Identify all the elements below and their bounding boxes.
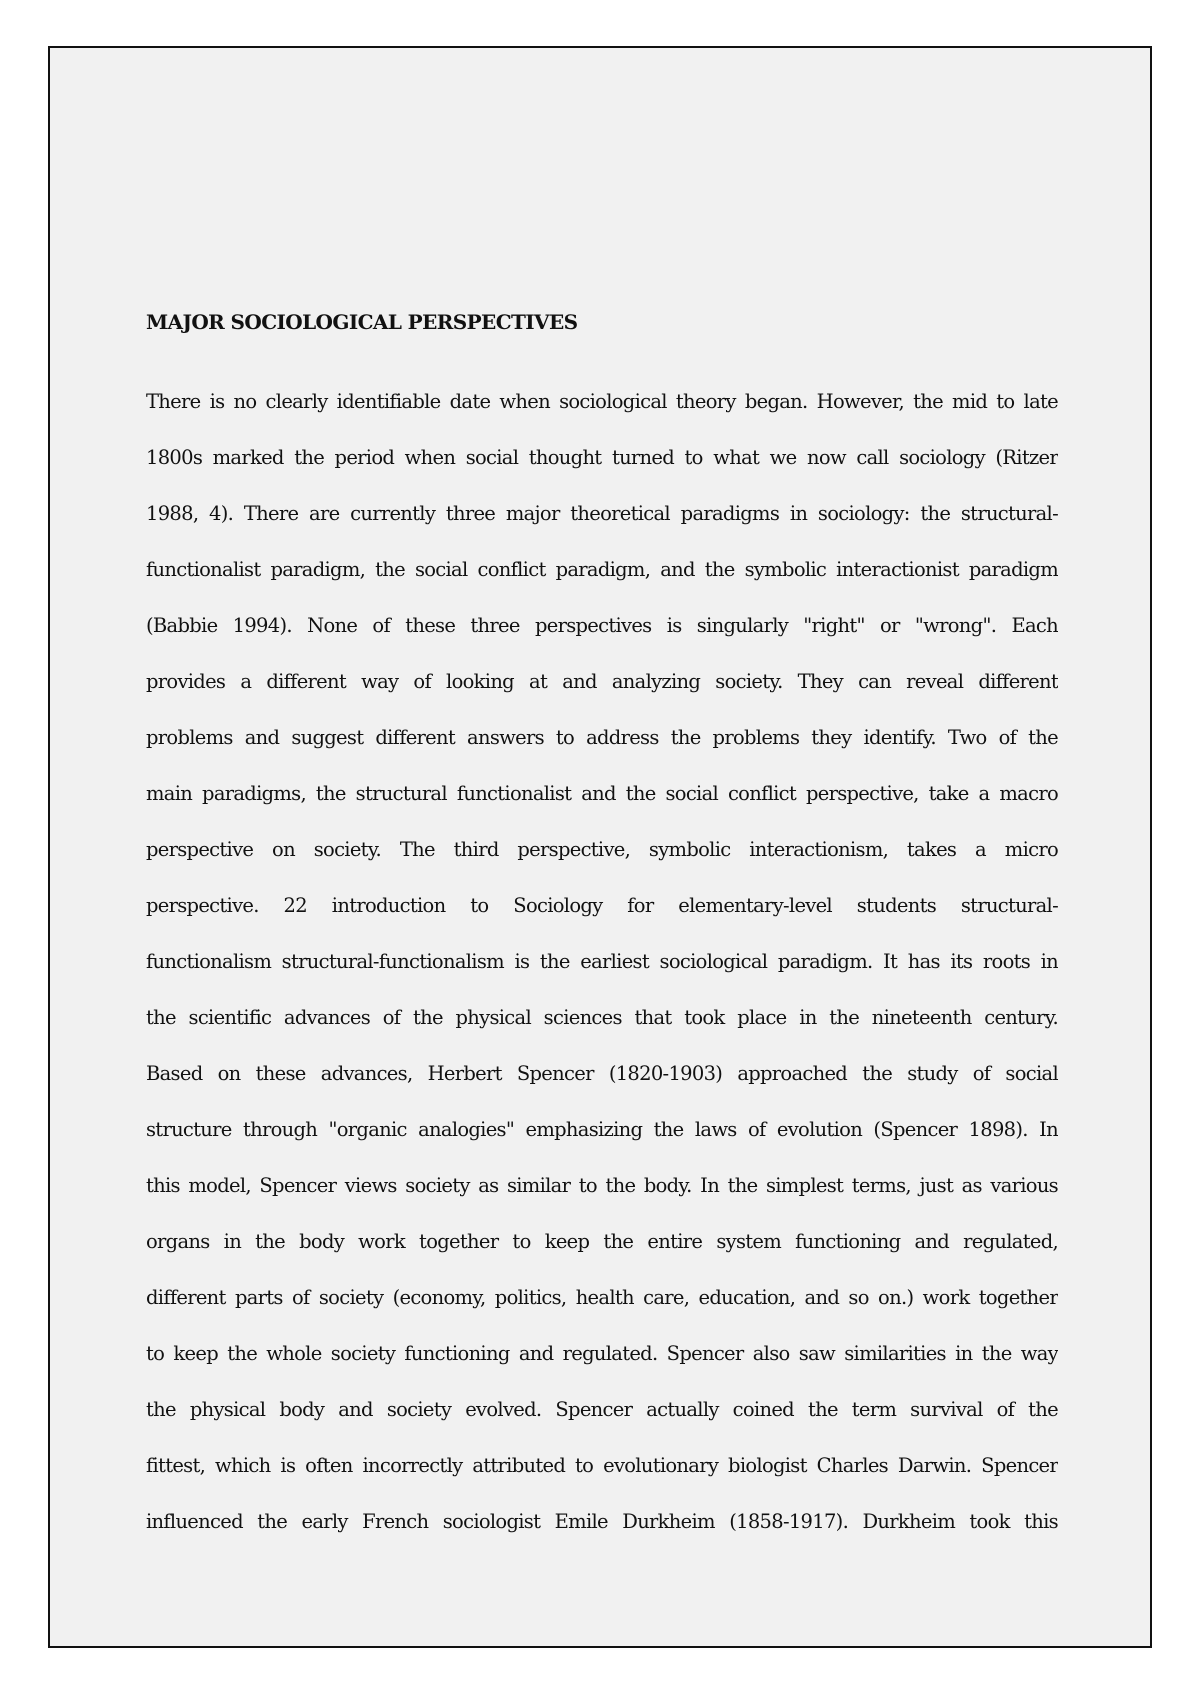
text-line: different parts of society (economy, politics, health care, education, and so on.) work together (146, 1286, 1058, 1309)
text-line: main paradigms, the structural functionalist and the social conflict perspective, take a macro (146, 782, 1058, 805)
text-line: fittest, which is often incorrectly attributed to evolutionary biologist Charles Darwin. Spencer (146, 1454, 1058, 1477)
text-line: influenced the early French sociologist Emile Durkheim (1858-1917). Durkheim took this (146, 1510, 1058, 1533)
document-page (48, 46, 1152, 1648)
text-line: 1800s marked the period when social thought turned to what we now call sociology (Ritzer (146, 446, 1058, 469)
text-line: There is no clearly identifiable date when sociological theory began. However, the mid to late (146, 390, 1058, 413)
text-line: problems and suggest different answers to address the problems they identify. Two of the (146, 726, 1058, 749)
section-heading: MAJOR SOCIOLOGICAL PERSPECTIVES (146, 310, 578, 334)
text-line: perspective. 22 introduction to Sociology for elementary-level students structural- (146, 894, 1058, 917)
text-line: the scientific advances of the physical sciences that took place in the nineteenth century. (146, 1006, 1058, 1029)
text-line: provides a different way of looking at and analyzing society. They can reveal different (146, 670, 1058, 693)
text-line: perspective on society. The third perspective, symbolic interactionism, takes a micro (146, 838, 1058, 861)
text-line: (Babbie 1994). None of these three perspectives is singularly "right" or "wrong". Each (146, 614, 1058, 637)
body-paragraph (146, 374, 1058, 1550)
text-line: functionalism structural-functionalism is the earliest sociological paradigm. It has its roots in (146, 950, 1058, 973)
text-line: the physical body and society evolved. Spencer actually coined the term survival of the (146, 1398, 1058, 1421)
text-line: to keep the whole society functioning and regulated. Spencer also saw similarities in the way (146, 1342, 1058, 1365)
document-content (146, 310, 1058, 1550)
text-line: this model, Spencer views society as similar to the body. In the simplest terms, just as various (146, 1174, 1058, 1197)
text-line: 1988, 4). There are currently three major theoretical paradigms in sociology: the structural- (146, 502, 1058, 525)
text-line: Based on these advances, Herbert Spencer (1820-1903) approached the study of social (146, 1062, 1058, 1085)
text-line: organs in the body work together to keep the entire system functioning and regulated, (146, 1230, 1058, 1253)
text-line: structure through "organic analogies" emphasizing the laws of evolution (Spencer 1898). In (146, 1118, 1058, 1141)
text-line: functionalist paradigm, the social conflict paradigm, and the symbolic interactionist paradigm (146, 558, 1058, 581)
